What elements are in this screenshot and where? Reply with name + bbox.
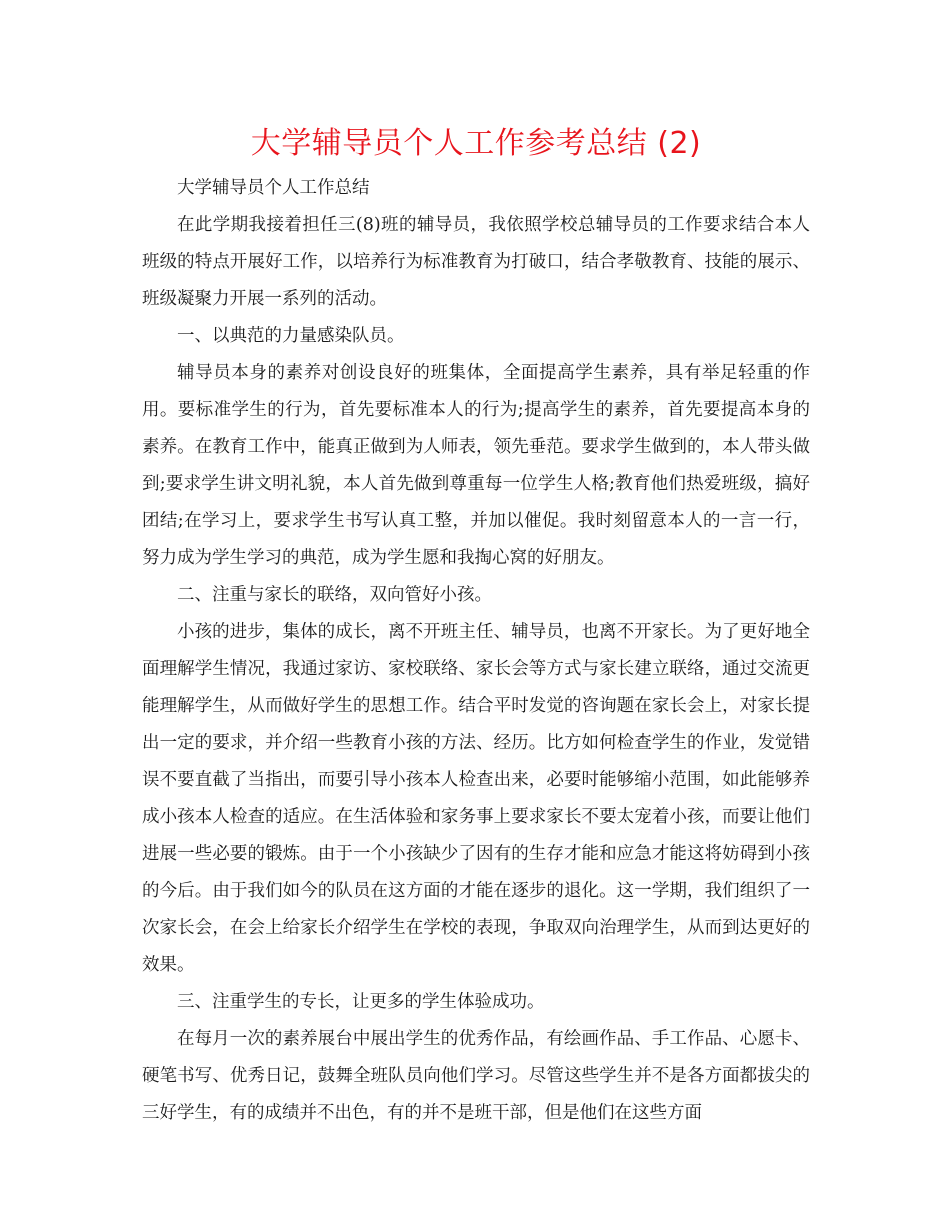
section-3-paragraph: 在每月一次的素养展台中展出学生的优秀作品，有绘画作品、手工作品、心愿卡、硬笔书写、优秀日记，鼓舞全班队员向他们学习。尽管这些学生并不是各方面都拔尖的三好学生，有的成绩并不出色，有的并不是班干部，但是他们在这些方面: [142, 1029, 810, 1123]
section-1-paragraph: 辅导员本身的素养对创设良好的班集体，全面提高学生素养，具有举足轻重的作用。要标准学生的行为，首先要标准本人的行为;提高学生的素养，首先要提高本身的素养。在教育工作中，能真正做到为人师表，领先垂范。要求学生做到的，本人带头做到;要求学生讲文明礼貌，本人首先做到尊重每一位学生人格;教育他们热爱班级，搞好团结;在学习上，要求学生书写认真工整，并加以催促。我时刻留意本人的一言一行，努力成为学生学习的典范，成为学生愿和我掏心窝的好朋友。: [142, 363, 810, 568]
subtitle-paragraph: 大学辅导员个人工作总结: [177, 178, 370, 198]
document-body: [142, 170, 810, 1132]
section-2-paragraph: 小孩的进步，集体的成长，离不开班主任、辅导员，也离不开家长。为了更好地全面理解学生情况，我通过家访、家校联络、家长会等方式与家长建立联络，通过交流更能理解学生，从而做好学生的思想工作。结合平时发觉的咨询题在家长会上，对家长提出一定的要求，并介绍一些教育小孩的方法、经历。比方如何检查学生的作业，发觉错误不要直截了当指出，而要引导小孩本人检查出来，必要时能够缩小范围，如此能够养成小孩本人检查的适应。在生活体验和家务事上要求家长不要太宠着小孩，而要让他们进展一些必要的锻炼。由于一个小孩缺少了因有的生存才能和应急才能这将妨碍到小孩的今后。由于我们如今的队员在这方面的才能在逐步的退化。这一学期，我们组织了一次家长会，在会上给家长介绍学生在学校的表现，争取双向治理学生，从而到达更好的效果。: [142, 622, 810, 975]
section-heading-3: 三、注重学生的专长，让更多的学生体验成功。: [177, 992, 545, 1012]
section-heading-2: 二、注重与家长的联络，双向管好小孩。: [177, 585, 492, 605]
section-heading-1: 一、以典范的力量感染队员。: [177, 326, 405, 346]
intro-paragraph: 在此学期我接着担任三(8)班的辅导员，我依照学校总辅导员的工作要求结合本人班级的特点开展好工作，以培养行为标准教育为打破口，结合孝敬教育、技能的展示、班级凝聚力开展一系列的活动。: [142, 215, 810, 309]
document-page: [142, 118, 810, 1132]
document-title: 大学辅导员个人工作参考总结 (2): [250, 126, 702, 161]
